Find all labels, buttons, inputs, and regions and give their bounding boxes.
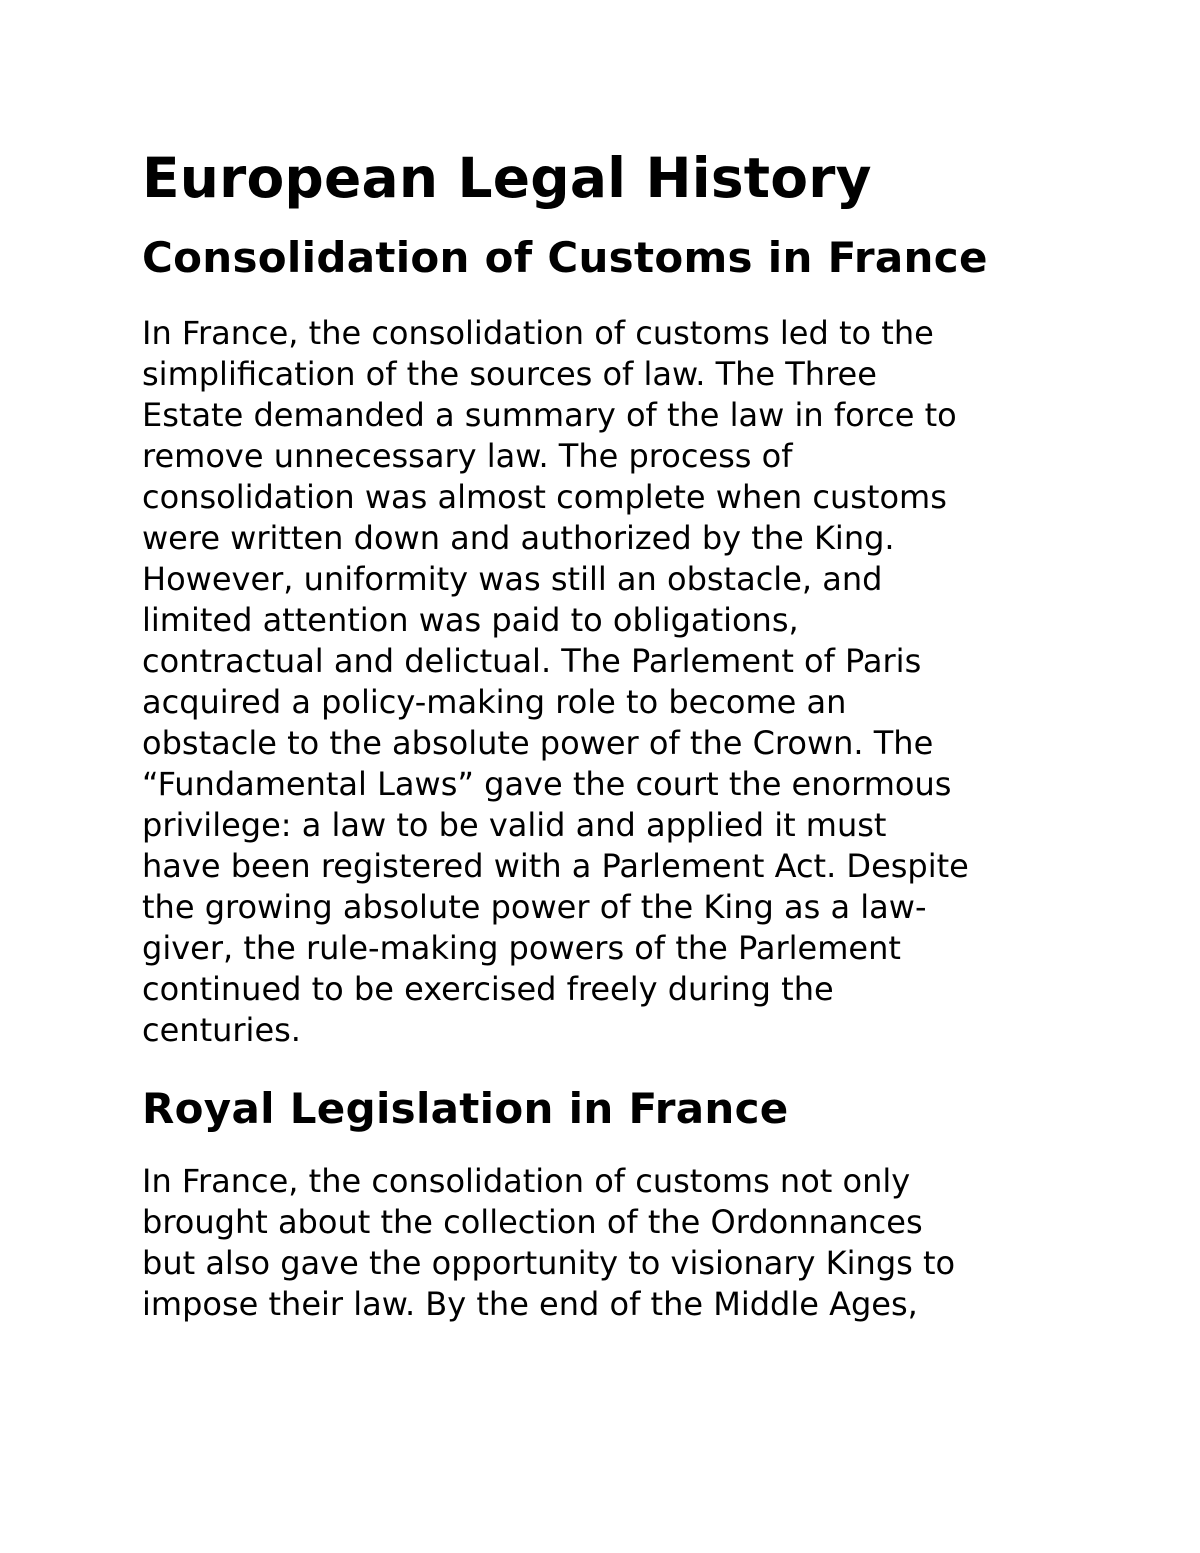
document-title: European Legal History [142,146,872,210]
section-heading-royal-legislation: Royal Legislation in France [142,1084,789,1133]
section-heading-consolidation: Consolidation of Customs in France [142,233,988,282]
section-body-royal-legislation: In France, the consolidation of customs not only brought about the collection of the Ordonnances but also gave the opportunity to visionary Kings to impose their law. By the end of the Middle Ages, [142,1162,956,1323]
section-body-consolidation: In France, the consolidation of customs led to the simplification of the sources of law. The Three Estate demanded a summary of the law in force to remove unnecessary law. The process of consolidation was almost complete when customs were written down and authorized by the King. However, uniformity was still an obstacle, and limited attention was paid to obligations, contractual and delictual. The Parlement of Paris acquired a policy-making role to become an obstacle to the absolute power of the Crown. The “Fundamental Laws” gave the court the enormous privilege: a law to be valid and applied it must have been registered with a Parlement Act. Despite the growing absolute power of the King as a law- giver, the rule-making powers of the Parlement continued to be exercised freely during the centuries. [142,314,969,1049]
document-page [142,140,1072,1325]
